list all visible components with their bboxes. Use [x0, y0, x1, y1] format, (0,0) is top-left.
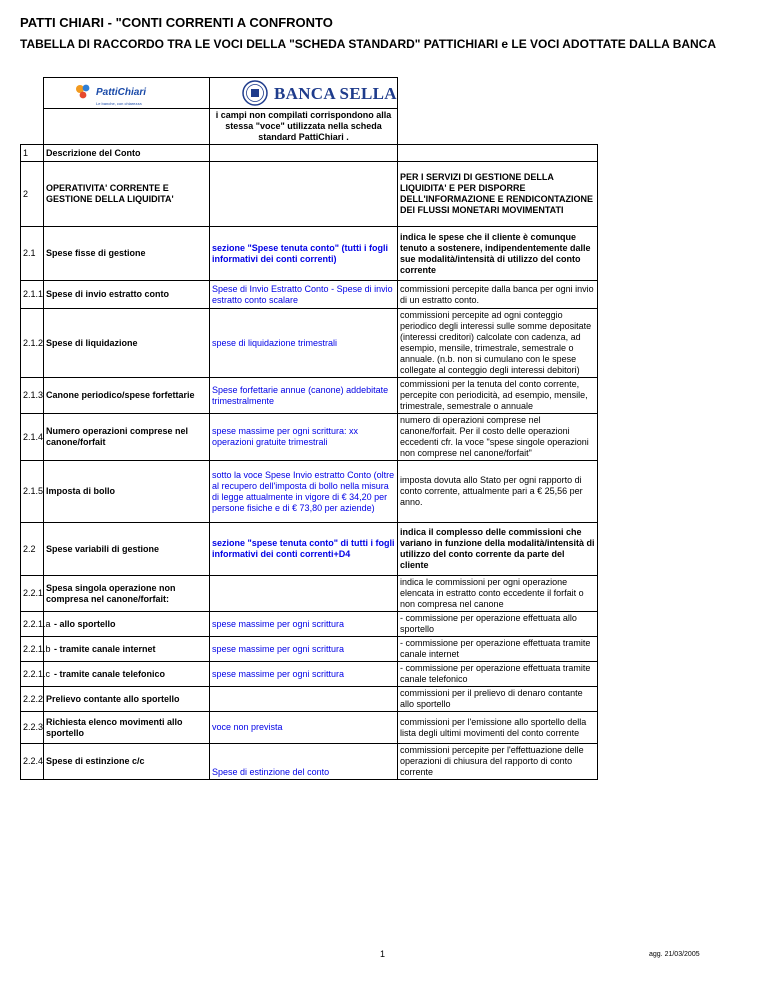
row-definition: numero di operazioni comprese nel canone/forfait. Per il costo delle operazioni eccedenti cfr. la voce "spese singole operazioni non comprese nel canone/forfait": [398, 414, 598, 461]
table-row: [21, 145, 598, 162]
row-definition: [398, 145, 598, 162]
banca-sella-logo: [242, 80, 397, 106]
update-date: agg. 21/03/2005: [649, 951, 700, 958]
row-description: - tramite canale telefonico: [44, 662, 210, 687]
table-row: [21, 162, 598, 227]
row-definition: PER I SERVIZI DI GESTIONE DELLA LIQUIDITA' E PER DISPORRE DELL'INFORMAZIONE E RENDICONTAZIONE DEI FLUSSI MONETARI MOVIMENTATI: [398, 162, 598, 227]
row-bank-label: Spese di Invio Estratto Conto - Spese di invio estratto conto scalare: [210, 281, 398, 309]
row-number: 2.1.5: [21, 461, 44, 523]
row-description: Spese di liquidazione: [44, 309, 210, 378]
row-number: 2.2.1: [21, 576, 44, 612]
row-definition: commissioni per il prelievo di denaro contante allo sportello: [398, 687, 598, 712]
row-description: Spese di invio estratto conto: [44, 281, 210, 309]
row-definition: indica le commissioni per ogni operazione elencata in estratto conto eccedente il forfait o non compresa nel canone: [398, 576, 598, 612]
row-bank-label: sezione "Spese tenuta conto" (tutti i fogli informativi dei conti correnti): [210, 227, 398, 281]
logo-row: [21, 78, 598, 109]
row-definition: - commissione per operazione effettuata allo sportello: [398, 612, 598, 637]
row-number: 2.1.4: [21, 414, 44, 461]
row-description: Richiesta elenco movimenti allo sportello: [44, 712, 210, 744]
row-definition: - commissione per operazione effettuata tramite canale internet: [398, 637, 598, 662]
table-row: [21, 523, 598, 576]
note-row: [21, 109, 598, 145]
row-bank-label: spese massime per ogni scrittura: [210, 612, 398, 637]
page-number: 1: [380, 949, 386, 959]
table-row: [21, 662, 598, 687]
row-description: Descrizione del Conto: [44, 145, 210, 162]
row-bank-label: sezione "spese tenuta conto" di tutti i fogli informativi dei conti correnti+D4: [210, 523, 398, 576]
pattichiari-logo: [74, 82, 147, 106]
table-row: [21, 612, 598, 637]
row-description: Spesa singola operazione non compresa nel canone/forfait:: [44, 576, 210, 612]
row-description: Spese variabili di gestione: [44, 523, 210, 576]
row-description: Prelievo contante allo sportello: [44, 687, 210, 712]
row-definition: - commissione per operazione effettuata tramite canale telefonico: [398, 662, 598, 687]
table-row: [21, 637, 598, 662]
table-row: [21, 461, 598, 523]
row-number: 2.1.2: [21, 309, 44, 378]
row-number: 1: [21, 145, 44, 162]
table-row: [21, 414, 598, 461]
row-definition: indica le spese che il cliente è comunque tenuto a sostenere, indipendentemente dalle sue modalità/intensità di utilizzo del conto corrente: [398, 227, 598, 281]
row-number: 2.2.1.c: [21, 662, 44, 687]
pattichiari-name: PattiChiari: [96, 86, 147, 98]
table-row: [21, 576, 598, 612]
table-row: [21, 309, 598, 378]
row-bank-label: [210, 162, 398, 227]
document-title: PATTI CHIARI - "CONTI CORRENTI A CONFRONTO: [20, 15, 333, 30]
row-description: Spese di estinzione c/c: [44, 744, 210, 780]
document-subtitle: TABELLA DI RACCORDO TRA LE VOCI DELLA "SCHEDA STANDARD" PATTICHIARI e LE VOCI ADOTTATE DALLA BANCA: [20, 37, 717, 51]
row-bank-label: [210, 576, 398, 612]
row-number: 2.1: [21, 227, 44, 281]
row-number: 2.2.2: [21, 687, 44, 712]
row-bank-label: [210, 687, 398, 712]
row-bank-label: sotto la voce Spese Invio estratto Conto (oltre al recupero dell'imposta di bollo nella misura di legge attualmente in vigore di € 34,20 per persone fisiche e di € 73,80 per aziende): [210, 461, 398, 523]
table-row: [21, 744, 598, 780]
row-description: Imposta di bollo: [44, 461, 210, 523]
table-row: [21, 687, 598, 712]
row-bank-label: Spese forfettarie annue (canone) addebitate trimestralmente: [210, 378, 398, 414]
bank-name: BANCA SELLA: [274, 83, 397, 103]
row-number: 2.2: [21, 523, 44, 576]
row-description: - allo sportello: [44, 612, 210, 637]
pattichiari-logo-cell: [44, 78, 210, 109]
row-definition: commissioni percepite dalla banca per ogni invio di un estratto conto.: [398, 281, 598, 309]
row-number: 2: [21, 162, 44, 227]
bank-logo-cell: [210, 78, 398, 109]
table-row: [21, 227, 598, 281]
banca-sella-seal-icon: [242, 80, 268, 106]
row-bank-label: spese massime per ogni scrittura: xx operazioni gratuite trimestrali: [210, 414, 398, 461]
note-text: i campi non compilati corrispondono alla stessa "voce" utilizzata nella scheda standard PattiChiari .: [210, 109, 398, 145]
row-bank-label: spese massime per ogni scrittura: [210, 637, 398, 662]
comparison-table: [20, 77, 598, 780]
row-description: Numero operazioni comprese nel canone/forfait: [44, 414, 210, 461]
table-row: [21, 281, 598, 309]
row-description: - tramite canale internet: [44, 637, 210, 662]
table-row: [21, 378, 598, 414]
row-definition: commissioni per la tenuta del conto corrente, percepite con periodicità, ad esempio, mensile, trimestrale, semestrale o annuale: [398, 378, 598, 414]
row-bank-label: voce non prevista: [210, 712, 398, 744]
row-number: 2.1.3: [21, 378, 44, 414]
row-number: 2.2.3: [21, 712, 44, 744]
row-definition: commissioni percepite ad ogni conteggio periodico degli interessi sulle somme depositate (interessi creditori) calcolate con cadenza, ad esempio, mensile, trimestrale, semestrale o annuale. (n.b. non si cumulano con le spese collegate al conteggio degli interessi debitori): [398, 309, 598, 378]
row-number: 2.2.1.b: [21, 637, 44, 662]
row-bank-label: Spese di estinzione del conto: [210, 744, 398, 780]
pattichiari-tagline: Le banche, con chiarezza: [96, 101, 142, 106]
row-definition: commissioni per l'emissione allo sportello della lista degli ultimi movimenti del conto corrente: [398, 712, 598, 744]
row-description: OPERATIVITA' CORRENTE E GESTIONE DELLA LIQUIDITA': [44, 162, 210, 227]
row-description: Spese fisse di gestione: [44, 227, 210, 281]
row-definition: commissioni percepite per l'effettuazione delle operazioni di chiusura del rapporto di conto corrente: [398, 744, 598, 780]
row-number: 2.2.4: [21, 744, 44, 780]
row-bank-label: [210, 145, 398, 162]
row-number: 2.2.1.a: [21, 612, 44, 637]
row-bank-label: spese massime per ogni scrittura: [210, 662, 398, 687]
row-definition: indica il complesso delle commissioni che variano in funzione della modalità/intensità di utilizzo del conto corrente da parte del cliente: [398, 523, 598, 576]
table-row: [21, 712, 598, 744]
row-description: Canone periodico/spese forfettarie: [44, 378, 210, 414]
row-definition: imposta dovuta allo Stato per ogni rapporto di conto corrente, attualmente pari a € 25,56 per anno.: [398, 461, 598, 523]
row-bank-label: spese di liquidazione trimestrali: [210, 309, 398, 378]
pattichiari-mark-icon: [74, 82, 94, 102]
row-number: 2.1.1: [21, 281, 44, 309]
